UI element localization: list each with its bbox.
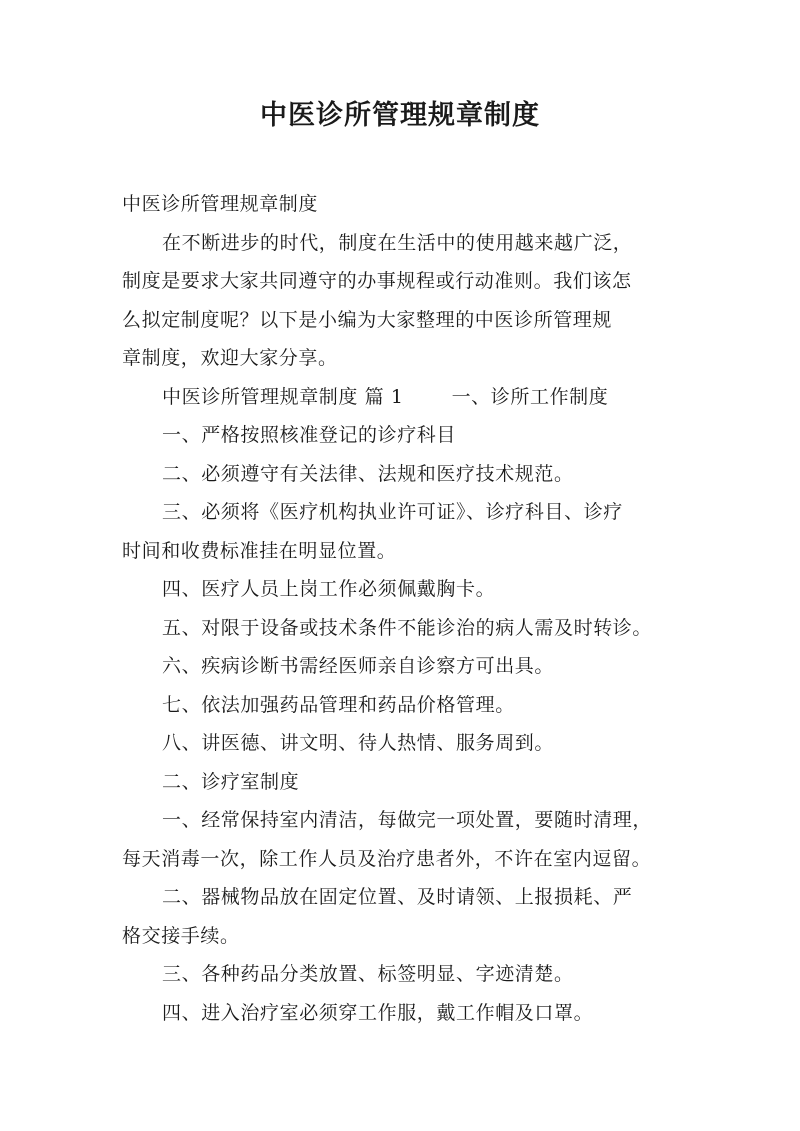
- page-title: 中医诊所管理规章制度: [260, 100, 540, 131]
- paragraph-line: 制度是要求大家共同遵守的办事规程或行动准则。我们该怎: [122, 270, 632, 292]
- paragraph-line: 五、对限于设备或技术条件不能诊治的病人需及时转诊。: [162, 616, 653, 639]
- paragraph-line: 三、必须将《医疗机构执业许可证》、诊疗科目、诊疗: [162, 501, 623, 523]
- paragraph-line: 么拟定制度呢？以下是小编为大家整理的中医诊所管理规: [122, 308, 613, 331]
- document-body: [122, 185, 684, 1032]
- section-heading-line: [122, 378, 684, 417]
- paragraph-line: 时间和收费标准挂在明显位置。: [122, 539, 397, 562]
- paragraph-line: 中医诊所管理规章制度: [122, 193, 319, 215]
- paragraph-line: 三、各种药品分类放置、标签明显、字迹清楚。: [162, 963, 574, 985]
- paragraph-line: 六、疾病诊断书需经医师亲自诊察方可出具。: [162, 655, 555, 677]
- section-subheading: 一、诊所工作制度: [451, 385, 609, 408]
- paragraph-line: 一、严格按照核准登记的诊疗科目: [162, 424, 457, 446]
- paragraph-line: 每天消毒一次，除工作人员及治疗患者外，不许在室内逗留。: [122, 847, 652, 870]
- paragraph-line: 在不断进步的时代，制度在生活中的使用越来越广泛，: [162, 231, 633, 254]
- section-heading: 中医诊所管理规章制度 篇 1: [162, 385, 404, 408]
- section-heading: 二、诊疗室制度: [162, 770, 300, 793]
- paragraph-line: 八、讲医德、讲文明、待人热情、服务周到。: [162, 732, 555, 754]
- paragraph-line: 二、器械物品放在固定位置、及时请领、上报损耗、严: [162, 886, 633, 908]
- paragraph-line: 七、依法加强药品管理和药品价格管理。: [162, 693, 515, 716]
- paragraph-line: 四、医疗人员上岗工作必须佩戴胸卡。: [162, 578, 496, 600]
- paragraph-line: 格交接手续。: [122, 924, 240, 947]
- paragraph-line: 一、经常保持室内清洁，每做完一项处置，要随时清理，: [162, 809, 653, 831]
- paragraph-line: 章制度，欢迎大家分享。: [122, 347, 338, 369]
- paragraph-line: 二、必须遵守有关法律、法规和医疗技术规范。: [162, 462, 574, 485]
- paragraph-line: 四、进入治疗室必须穿工作服，戴工作帽及口罩。: [162, 1001, 594, 1024]
